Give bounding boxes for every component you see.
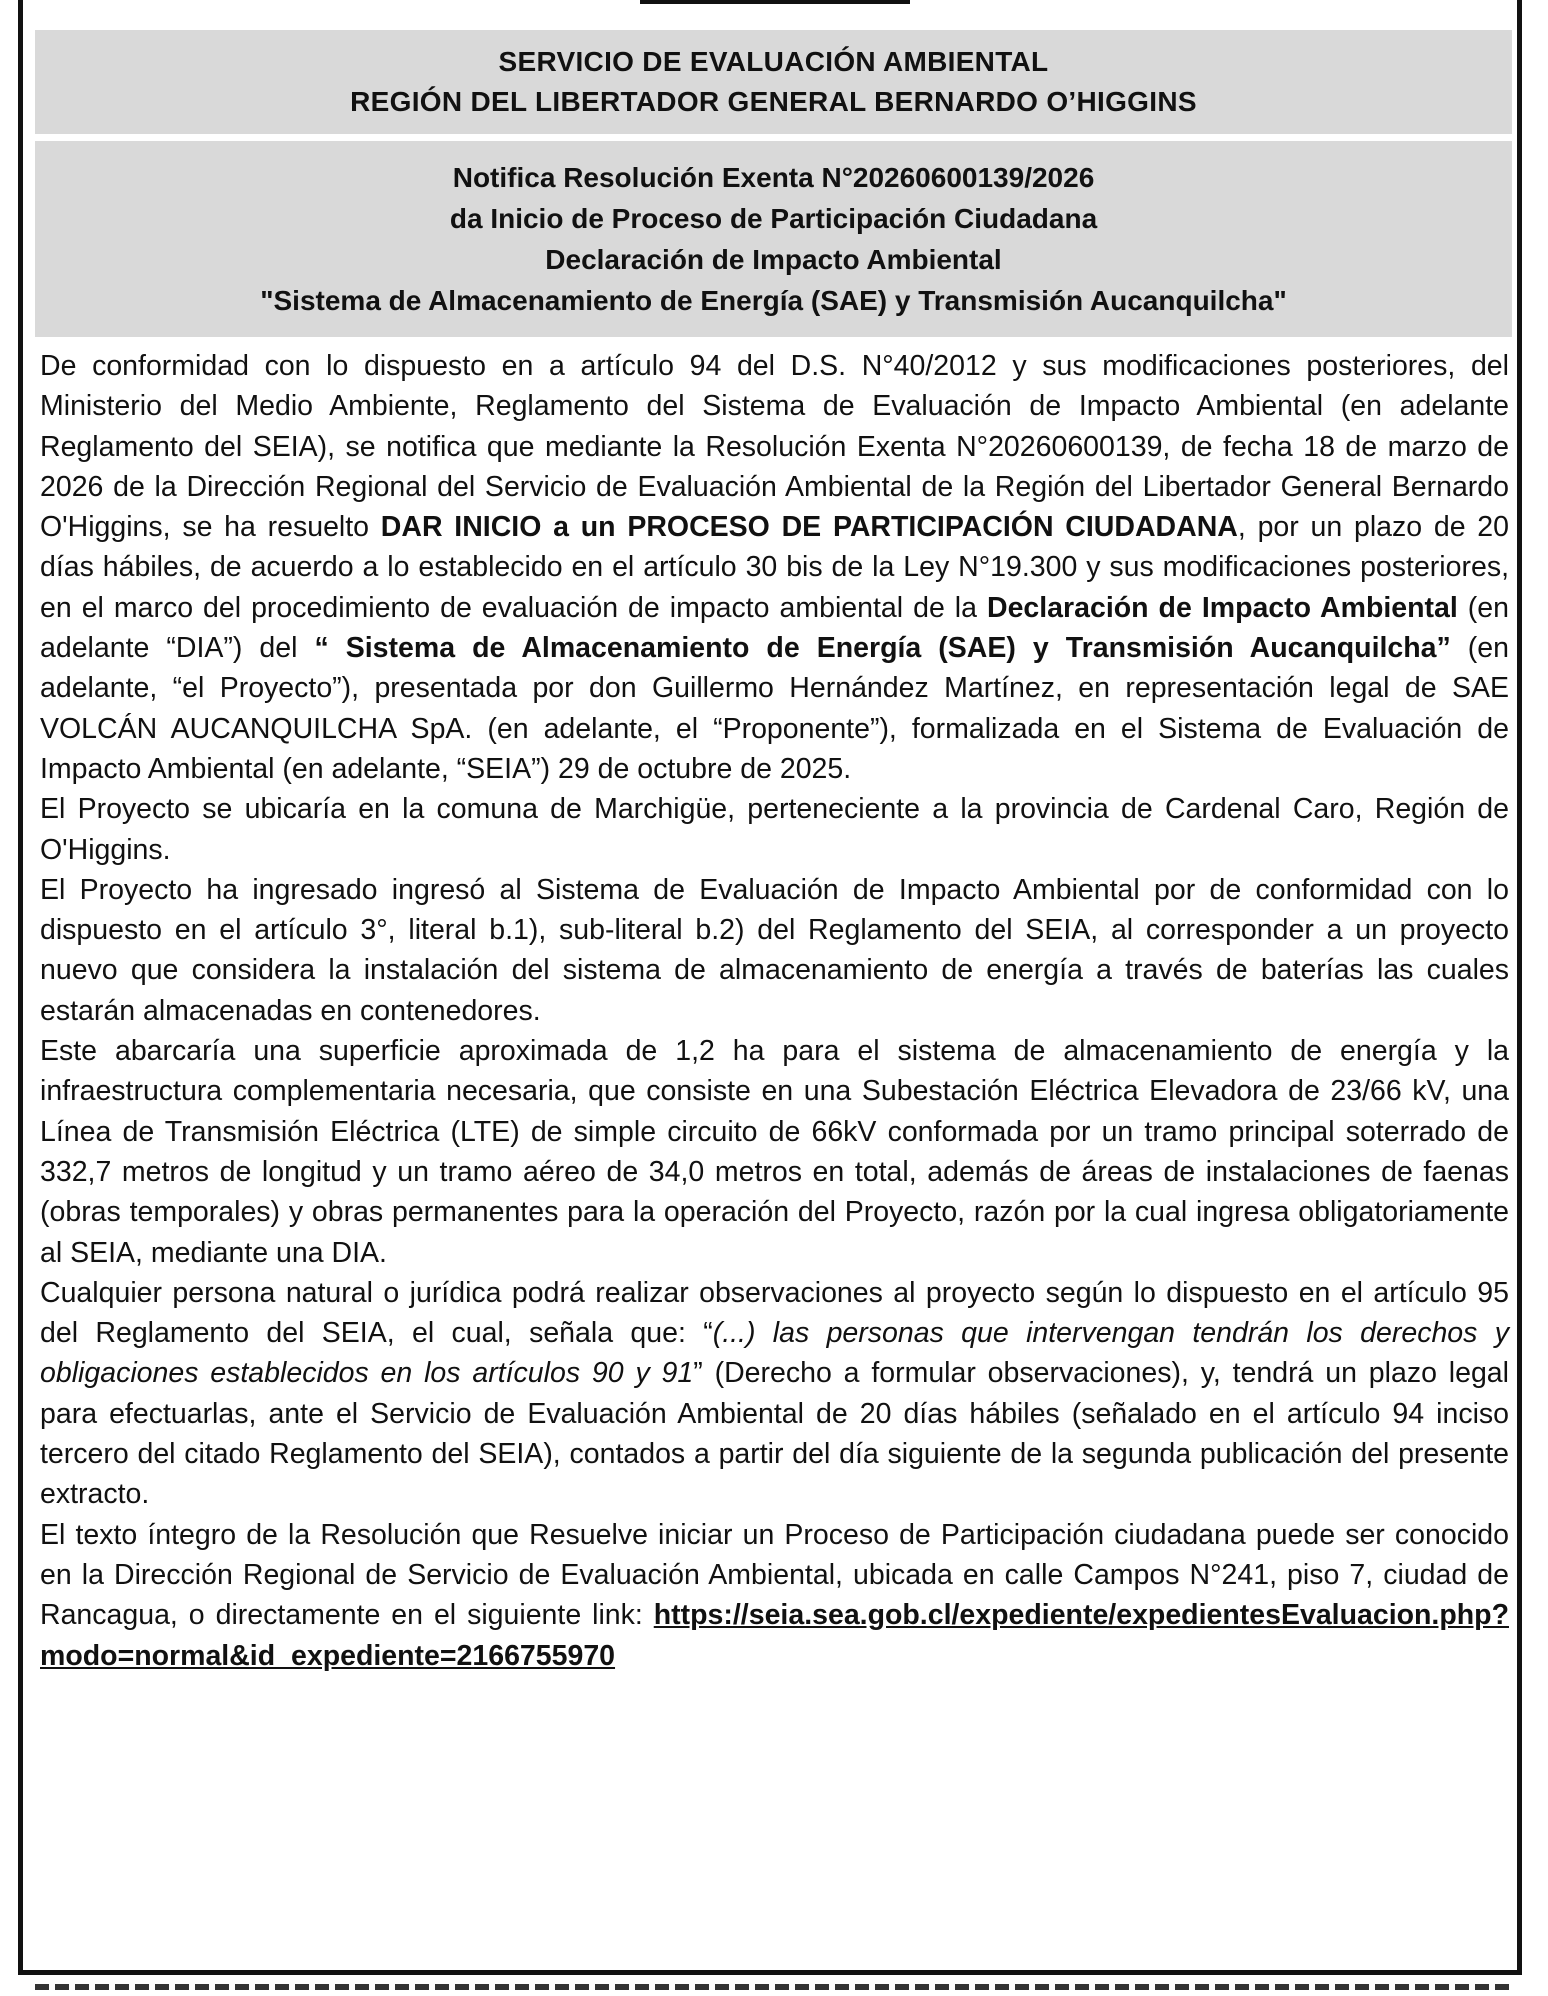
project-title: "Sistema de Almacenamiento de Energía (SAE) y Transmisión Aucanquilcha" xyxy=(260,285,1287,316)
top-rule xyxy=(640,0,910,4)
paragraph-text: ” (Derecho a formular observaciones), y, tendrá un plazo legal para efectuarlas, ante el Servicio de Evaluación Ambiental de 20 días hábiles (señalado en el artículo 94 inciso tercero del citado Reglamento del SEIA), contados a partir del día siguiente de la segunda publicación del presente extracto. xyxy=(40,1357,1509,1511)
process-title: da Inicio de Proceso de Participación Ciudadana xyxy=(449,203,1098,234)
paragraph-availability xyxy=(40,1515,1509,1676)
paragraph-admission: El Proyecto ha ingresado ingresó al Sistema de Evaluación de Impacto Ambiental por de conformidad con lo dispuesto en el artículo 3°, literal b.1), sub-literal b.2) del Reglamento del SEIA, al corresponder a un proyecto nuevo que considera la instalación del sistema de almacenamiento de energía a través de baterías las cuales estarán almacenadas en contenedores. xyxy=(40,873,1509,1027)
paragraph-text: (en adelante “DIA”) del xyxy=(40,591,1509,665)
paragraph-notification xyxy=(40,346,1509,789)
bottom-text-strip xyxy=(35,1984,1512,1990)
paragraph-scope: Este abarcaría una superficie aproximada de 1,2 ha para el sistema de almacenamiento de energía y la infraestructura complementaria necesaria, que consiste en una Subestación Eléctrica Elevadora de 23/66 kV, una Línea de Transmisión Eléctrica (LTE) de simple circuito de 66kV conformada por un tramo principal soterrado de 332,7 metros de longitud y un tramo aéreo de 34,0 metros en total, además de áreas de instalaciones de faenas (obras temporales) y obras permanentes para la operación del Proyecto, razón por la cual ingresa obligatoriamente al SEIA, mediante una DIA. xyxy=(40,1035,1509,1269)
dia-emphasis: Declaración de Impacto Ambiental xyxy=(986,591,1458,624)
resolution-title: Notifica Resolución Exenta N°20260600139/2026 xyxy=(452,162,1095,193)
agency-header xyxy=(35,30,1512,134)
notice-title-box xyxy=(35,141,1512,337)
paragraph-location: El Proyecto se ubicaría en la comuna de Marchigüe, perteneciente a la provincia de Cardenal Caro, Región de O'Higgins. xyxy=(40,793,1509,866)
paragraph-observations xyxy=(40,1273,1509,1515)
paragraph-text: De conformidad con lo dispuesto en a artículo 94 del D.S. N°40/2012 y sus modificaciones posteriores, del Ministerio del Medio Ambiente, Reglamento del Sistema de Evaluación de Impacto Ambiental (en adelante Reglamento del SEIA), se notifica que mediante la Resolución Exenta N°20260600139, de fecha 18 de marzo de 2026 de la Dirección Regional del Servicio de Evaluación Ambiental de la Región del Libertador General Bernardo O'Higgins, se ha resuelto xyxy=(40,350,1509,544)
project-name-emphasis: “ Sistema de Almacenamiento de Energía (SAE) y Transmisión Aucanquilcha” xyxy=(314,632,1451,665)
paragraph-text: , por un plazo de 20 días hábiles, de acuerdo a lo establecido en el artículo 30 bis de la Ley N°19.300 y sus modificaciones posteriores, en el marco del procedimiento de evaluación de impacto ambiental de la xyxy=(40,511,1510,624)
paragraph-text: El texto íntegro de la Resolución que Resuelve iniciar un Proceso de Participación ciudadana puede ser conocido en la Dirección Regional de Servicio de Evaluación Ambiental, ubicada en calle Campos N°241, piso 7, ciudad de Rancagua, o directamente en el siguiente link: xyxy=(40,1518,1509,1632)
expediente-link[interactable]: https://seia.sea.gob.cl/expediente/expedientesEvaluacion.php?modo=normal&id_expediente=2166755970 xyxy=(40,1599,1509,1672)
declaration-title: Declaración de Impacto Ambiental xyxy=(545,244,1002,275)
paragraph-text: Cualquier persona natural o jurídica podrá realizar observaciones al proyecto según lo dispuesto en el artículo 95 del Reglamento del SEIA, el cual, señala que: “ xyxy=(40,1276,1509,1350)
quoted-article: (...) las personas que intervengan tendrán los derechos y obligaciones establecidos en los artículos 90 y 91 xyxy=(40,1317,1509,1390)
notice-body xyxy=(40,346,1509,1676)
paragraph-text: (en adelante, “el Proyecto”), presentada por don Guillermo Hernández Martínez, en representación legal de SAE VOLCÁN AUCANQUILCHA SpA. (en adelante, el “Proponente”), formalizada en el Sistema de Evaluación de Impacto Ambiental (en adelante, “SEIA”) 29 de octubre de 2025. xyxy=(40,632,1509,785)
agency-name: SERVICIO DE EVALUACIÓN AMBIENTAL xyxy=(498,46,1049,77)
process-start-emphasis: DAR INICIO a un PROCESO DE PARTICIPACIÓN CIUDADANA xyxy=(380,511,1238,544)
region-name: REGIÓN DEL LIBERTADOR GENERAL BERNARDO O’HIGGINS xyxy=(350,86,1197,117)
